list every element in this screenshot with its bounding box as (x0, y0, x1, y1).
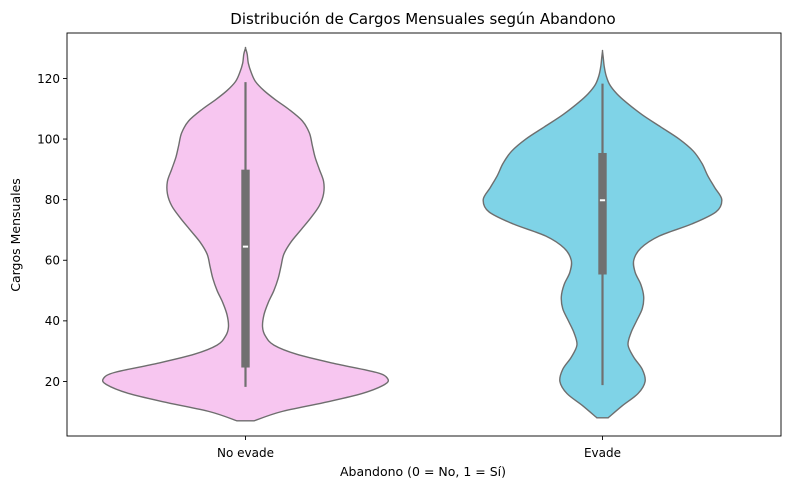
y-tick-label: 40 (44, 314, 60, 329)
y-tick-label: 120 (37, 71, 60, 86)
y-tick-label: 100 (37, 132, 60, 147)
y-tick-label: 80 (44, 192, 60, 207)
x-axis-label: Abandono (0 = No, 1 = Sí) (339, 464, 507, 479)
y-axis-label: Cargos Mensuales (8, 178, 23, 292)
iqr-box-no-evade (241, 170, 249, 368)
iqr-box-evade (598, 153, 606, 275)
x-tick-label: Evade (583, 446, 622, 460)
y-tick-label: 60 (44, 253, 60, 268)
chart-title: Distribución de Cargos Mensuales según Abandono (230, 10, 616, 28)
y-tick-label: 20 (44, 374, 60, 389)
x-tick-label: No evade (217, 446, 274, 460)
